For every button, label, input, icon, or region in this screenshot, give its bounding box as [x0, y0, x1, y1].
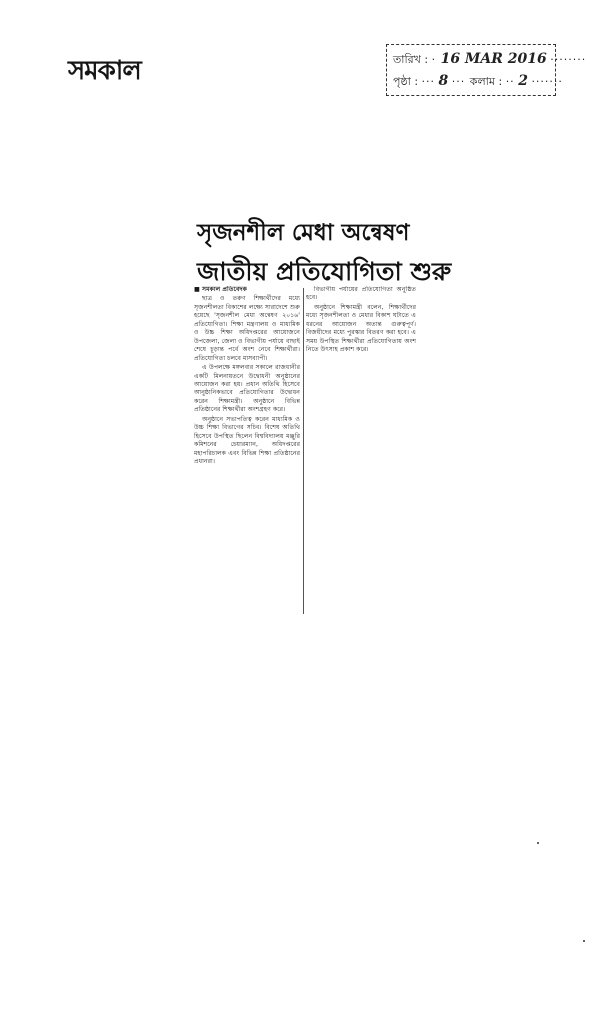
- stamp-date-row: তারিখ : · 16 MAR 2016 ········: [393, 51, 587, 67]
- article-paragraph: ছাত্র ও তরুণ শিক্ষার্থীদের মধ্যে সৃজনশীলতা বিকাশের লক্ষ্যে সারাদেশে শুরু হয়েছে 'সৃজনশীল মেধা অন্বেষণ ২০১৬' প্রতিযোগিতা। শিক্ষা মন্ত্রণালয় ও মাধ্যমিক ও উচ্চ শিক্ষা অধিদপ্তরের আয়োজনে উপজেলা, জেলা ও বিভাগীয় পর্যায়ে বাছাই শেষে চূড়ান্ত পর্বে অংশ নেবে শিক্ষার্থীরা। প্রতিযোগিতা চলবে মাসব্যাপী।: [194, 295, 300, 362]
- clipping-stamp: [386, 44, 587, 96]
- article-paragraph: অনুষ্ঠানে সভাপতিত্ব করেন মাধ্যমিক ও উচ্চ শিক্ষা বিভাগের সচিব। বিশেষ অতিথি হিসেবে উপস্থিত ছিলেন বিশ্ববিদ্যালয় মঞ্জুরি কমিশনের চেয়ারম্যান, অধিদপ্তরের মহাপরিচালক এবং বিভিন্ন শিক্ষা প্রতিষ্ঠানের প্রধানরা।: [194, 415, 300, 466]
- newspaper-masthead: সমকাল: [68, 56, 141, 86]
- stamp-column-value: 2: [518, 73, 528, 89]
- scan-speck: [537, 842, 539, 844]
- stamp-column-label: কলাম :: [469, 75, 503, 88]
- article-byline: ■ সমকাল প্রতিবেদক: [194, 286, 247, 293]
- stamp-date-label: তারিখ :: [393, 53, 429, 66]
- stamp-page-value: 8: [438, 73, 449, 89]
- stamp-page-label: পৃষ্ঠা :: [393, 75, 419, 88]
- article-paragraph: অনুষ্ঠানে শিক্ষামন্ত্রী বলেন, শিক্ষার্থীদের মধ্যে সৃজনশীলতা ও মেধার বিকাশ ঘটাতে এ ধরনের আয়োজন অত্যন্ত গুরুত্বপূর্ণ। বিজয়ীদের মধ্যে পুরস্কার বিতরণ করা হবে। এ সময় উপস্থিত শিক্ষার্থীরা প্রতিযোগিতায় অংশ নিতে উৎসাহ প্রকাশ করে।: [306, 303, 416, 354]
- article-headline-line2: জাতীয় প্রতিযোগিতা শুরু: [197, 257, 452, 286]
- article-column-1: [194, 286, 300, 616]
- article-paragraph: বিভাগীয় পর্যায়ের প্রতিযোগিতা অনুষ্ঠিত হবে।: [306, 286, 416, 302]
- article-paragraph: এ উপলক্ষে মঙ্গলবার সকালে রাজধানীর একটি মিলনায়তনে উদ্বোধনী অনুষ্ঠানের আয়োজন করা হয়। প্রধান অতিথি হিসেবে আনুষ্ঠানিকভাবে প্রতিযোগিতার উদ্বোধন করেন শিক্ষামন্ত্রী। অনুষ্ঠানে বিভিন্ন প্রতিষ্ঠানের শিক্ষার্থীরা অংশগ্রহণ করে।: [194, 364, 300, 414]
- article-column-2: [306, 286, 416, 366]
- stamp-date-value: 16 MAR 2016: [440, 51, 547, 67]
- scan-speck: [583, 940, 585, 942]
- column-divider: [303, 288, 304, 614]
- stamp-page-row: পৃষ্ঠা : ··· 8 ··· কলাম : ·· 2 ·······: [393, 73, 563, 89]
- article-headline-line1: সৃজনশীল মেধা অন্বেষণ: [197, 220, 410, 246]
